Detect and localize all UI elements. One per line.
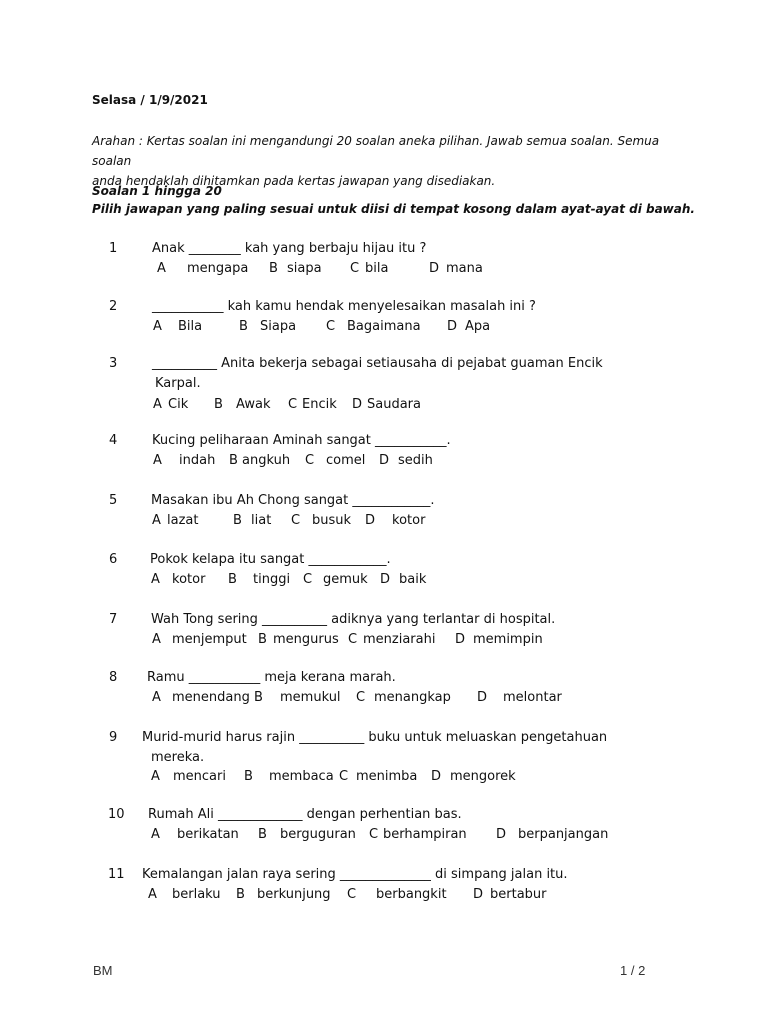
question-options xyxy=(153,397,421,412)
question-stem: Rumah Ali _____________ dengan perhentian bas. xyxy=(148,807,462,822)
option-text: angkuh xyxy=(242,453,291,468)
option-letter: A xyxy=(152,513,161,528)
question-stem: Kucing peliharaan Aminah sangat ___________. xyxy=(152,433,451,448)
option-letter: A xyxy=(148,887,157,902)
question-options xyxy=(152,632,543,647)
question-stem: ___________ kah kamu hendak menyelesaikan masalah ini ? xyxy=(152,299,536,314)
option-letter: C xyxy=(291,513,301,528)
option-text: siapa xyxy=(287,261,322,276)
option-text: indah xyxy=(179,453,216,468)
option-text: Awak xyxy=(236,397,271,412)
option-text: Apa xyxy=(465,319,491,334)
option-text: Encik xyxy=(302,397,337,412)
instructions xyxy=(92,131,692,191)
option-letter: C xyxy=(288,397,298,412)
question-options xyxy=(153,453,433,468)
option-letter: A xyxy=(151,827,160,842)
option-letter: B xyxy=(258,827,267,842)
question-stem: Masakan ibu Ah Chong sangat ____________. xyxy=(151,493,435,508)
option-text: menjemput xyxy=(172,632,247,647)
question-number: 11 xyxy=(108,867,125,882)
question-number: 5 xyxy=(109,493,118,508)
option-letter: C xyxy=(350,261,360,276)
option-letter: C xyxy=(305,453,315,468)
option-letter: D xyxy=(380,572,391,587)
option-text: menangkap xyxy=(374,690,451,705)
question-options xyxy=(151,572,426,587)
option-text: mencari xyxy=(173,769,226,784)
option-text: mengurus xyxy=(273,632,339,647)
option-letter: D xyxy=(496,827,507,842)
option-text: kotor xyxy=(172,572,206,587)
question-number: 6 xyxy=(109,552,118,567)
option-letter: B xyxy=(258,632,267,647)
option-letter: D xyxy=(431,769,442,784)
option-letter: B xyxy=(269,261,278,276)
option-letter: D xyxy=(352,397,363,412)
option-text: tinggi xyxy=(253,572,291,587)
option-text: mengorek xyxy=(450,769,516,784)
exam-date: Selasa / 1/9/2021 xyxy=(92,93,208,107)
option-letter: B xyxy=(233,513,242,528)
option-text: mengapa xyxy=(187,261,249,276)
option-letter: B xyxy=(244,769,253,784)
option-letter: D xyxy=(429,261,440,276)
question-number: 4 xyxy=(109,433,118,448)
question-options xyxy=(151,769,516,784)
option-text: comel xyxy=(326,453,366,468)
option-text: mana xyxy=(446,261,483,276)
question-options xyxy=(153,319,490,334)
option-text: berkunjung xyxy=(257,887,331,902)
option-letter: A xyxy=(153,453,162,468)
option-letter: C xyxy=(303,572,313,587)
option-letter: A xyxy=(152,690,161,705)
question-number: 8 xyxy=(109,670,118,685)
option-text: memukul xyxy=(280,690,341,705)
option-text: kotor xyxy=(392,513,426,528)
question-stem: Anak ________ kah yang berbaju hijau itu ? xyxy=(152,241,427,256)
question-number: 9 xyxy=(109,730,118,745)
question-options xyxy=(148,887,547,902)
option-text: baik xyxy=(399,572,427,587)
footer-page-number: 1 / 2 xyxy=(620,963,646,978)
option-text: berpanjangan xyxy=(518,827,609,842)
question-options xyxy=(151,827,608,842)
option-letter: A xyxy=(152,632,161,647)
option-letter: C xyxy=(356,690,366,705)
question-number: 3 xyxy=(109,356,118,371)
option-letter: A xyxy=(153,319,162,334)
option-text: Saudara xyxy=(367,397,421,412)
option-letter: D xyxy=(365,513,376,528)
option-text: Cik xyxy=(168,397,189,412)
option-letter: C xyxy=(347,887,357,902)
question-stem: Ramu ___________ meja kerana marah. xyxy=(147,670,396,685)
option-letter: B xyxy=(229,453,238,468)
question-stem: Pokok kelapa itu sangat ____________. xyxy=(150,552,391,567)
option-letter: D xyxy=(455,632,466,647)
question-stem-continued: mereka. xyxy=(151,750,205,765)
option-letter: B xyxy=(239,319,248,334)
option-letter: C xyxy=(326,319,336,334)
option-letter: C xyxy=(339,769,349,784)
option-letter: A xyxy=(157,261,166,276)
option-text: berikatan xyxy=(177,827,239,842)
option-letter: D xyxy=(477,690,488,705)
option-text: berbangkit xyxy=(376,887,447,902)
question-stem: Wah Tong sering __________ adiknya yang terlantar di hospital. xyxy=(151,612,556,627)
option-letter: D xyxy=(379,453,390,468)
option-letter: B xyxy=(254,690,263,705)
question-stem-continued: Karpal. xyxy=(155,376,201,391)
question-number: 2 xyxy=(109,299,118,314)
option-letter: A xyxy=(151,769,160,784)
question-stem: Kemalangan jalan raya sering ______________ di simpang jalan itu. xyxy=(142,867,568,882)
option-letter: D xyxy=(473,887,484,902)
option-text: liat xyxy=(251,513,272,528)
question-stem: Murid-murid harus rajin __________ buku untuk meluaskan pengetahuan xyxy=(142,730,608,745)
option-text: busuk xyxy=(312,513,352,528)
option-text: Bagaimana xyxy=(347,319,421,334)
option-text: lazat xyxy=(167,513,199,528)
question-number: 1 xyxy=(109,241,118,256)
option-letter: A xyxy=(151,572,160,587)
option-text: memimpin xyxy=(473,632,543,647)
question-number: 7 xyxy=(109,612,118,627)
option-text: berlaku xyxy=(172,887,221,902)
option-text: gemuk xyxy=(323,572,368,587)
option-letter: D xyxy=(447,319,458,334)
section-title: Soalan 1 hingga 20 xyxy=(92,184,222,198)
option-text: Siapa xyxy=(260,319,297,334)
option-text: berguguran xyxy=(280,827,356,842)
question-stem: __________ Anita bekerja sebagai setiausaha di pejabat guaman Encik xyxy=(152,356,603,371)
option-text: Bila xyxy=(178,319,203,334)
option-text: bertabur xyxy=(490,887,547,902)
section-description: Pilih jawapan yang paling sesuai untuk diisi di tempat kosong dalam ayat-ayat di bawah. xyxy=(92,202,695,216)
option-letter: C xyxy=(369,827,379,842)
option-letter: B xyxy=(236,887,245,902)
option-text: menziarahi xyxy=(363,632,436,647)
option-text: menimba xyxy=(356,769,418,784)
option-text: melontar xyxy=(503,690,562,705)
footer-subject: BM xyxy=(93,963,113,978)
option-letter: B xyxy=(228,572,237,587)
option-text: bila xyxy=(365,261,389,276)
option-letter: B xyxy=(214,397,223,412)
option-text: membaca xyxy=(269,769,334,784)
question-options xyxy=(152,513,425,528)
question-options xyxy=(152,690,562,705)
question-options xyxy=(157,261,483,276)
question-number: 10 xyxy=(108,807,125,822)
instruction-line-1: Arahan : Kertas soalan ini mengandungi 20 soalan aneka pilihan. Jawab semua soalan. Semua soalan xyxy=(92,134,660,168)
option-letter: A xyxy=(153,397,162,412)
option-letter: C xyxy=(348,632,358,647)
option-text: sedih xyxy=(398,453,433,468)
option-text: menendang xyxy=(172,690,250,705)
instruction-line-2: anda hendaklah dihitamkan pada kertas jawapan yang disediakan. xyxy=(92,174,496,188)
option-text: berhampiran xyxy=(383,827,467,842)
